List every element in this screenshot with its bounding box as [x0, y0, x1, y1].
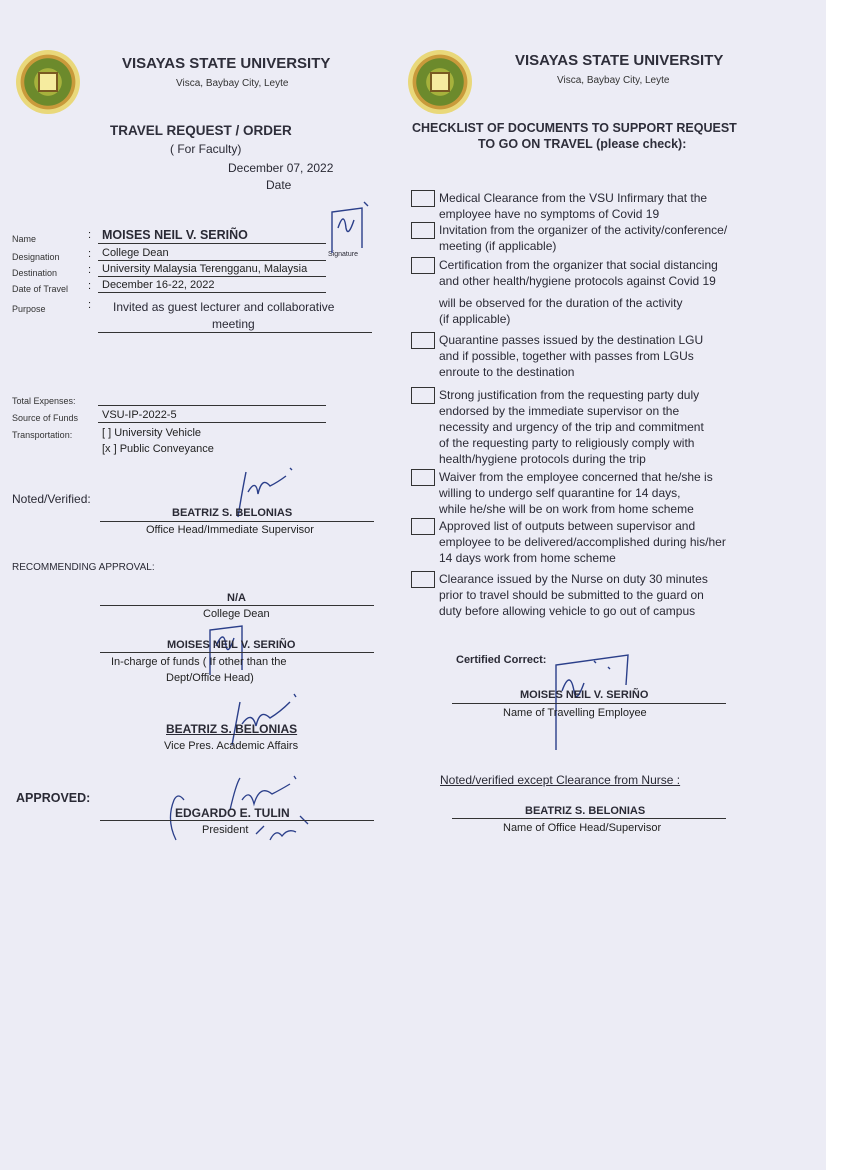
office-head-name: BEATRIZ S. BELONIAS [525, 805, 646, 817]
request-date: December 07, 2022 [228, 161, 334, 175]
name-label: Name [12, 234, 37, 244]
rec-funds-name: MOISES NEIL V. SERIÑO [167, 639, 296, 651]
rec-funds-line [100, 652, 374, 653]
checklist-checkbox[interactable] [411, 222, 435, 239]
transport-university-vehicle: [ ] University Vehicle [102, 427, 202, 439]
checklist-item-text: Clearance issued by the Nurse on duty 30 minutes [439, 572, 708, 586]
checklist-title-2: TO GO ON TRAVEL (please check): [478, 137, 687, 151]
noted-signature-line [100, 521, 374, 522]
checklist-item-text: necessity and urgency of the trip and commitment [439, 420, 704, 434]
noted-name: BEATRIZ S. BELONIAS [172, 507, 293, 519]
form-title: TRAVEL REQUEST / ORDER [110, 123, 292, 138]
checklist-checkbox[interactable] [411, 571, 435, 588]
rec-funds-title-2: Dept/Office Head) [166, 672, 254, 684]
checklist-checkbox[interactable] [411, 387, 435, 404]
purpose-line-2: meeting [212, 317, 255, 331]
destination-label: Destination [12, 268, 58, 278]
checklist-checkbox[interactable] [411, 332, 435, 349]
certified-name: MOISES NEIL V. SERIÑO [520, 689, 649, 701]
checklist-item-text: (if applicable) [439, 312, 511, 326]
checklist-item-text: Quarantine passes issued by the destination LGU [439, 333, 704, 347]
designation-value: College Dean [102, 247, 169, 259]
checklist-checkbox[interactable] [411, 257, 435, 274]
rec-college-dean-title: College Dean [203, 608, 270, 620]
purpose-line-1: Invited as guest lecturer and collaborative [113, 300, 335, 314]
total-expenses-underline [98, 405, 326, 406]
purpose-colon: : [88, 299, 92, 311]
checklist-item-text: endorsed by the immediate supervisor on the [439, 404, 680, 418]
checklist-item-text: Strong justification from the requesting party duly [439, 388, 700, 402]
checklist-item-text: Waiver from the employee concerned that he/she is [439, 470, 713, 484]
source-of-funds-label: Source of Funds [12, 413, 79, 423]
checklist-item-text: of the requesting party to religiously comply with [439, 436, 695, 450]
destination-value: University Malaysia Terengganu, Malaysia [102, 263, 308, 275]
name-value: MOISES NEIL V. SERIÑO [102, 228, 248, 242]
destination-underline [98, 276, 326, 277]
checklist-item-text: Certification from the organizer that social distancing [439, 258, 718, 272]
right-university-address: Visca, Baybay City, Leyte [557, 75, 670, 86]
checklist-item-text: Invitation from the organizer of the activity/conference/ [439, 223, 728, 237]
form-subtitle: ( For Faculty) [170, 142, 242, 156]
certified-title: Name of Travelling Employee [503, 707, 647, 719]
certified-correct-label: Certified Correct: [456, 654, 547, 666]
destination-colon: : [88, 264, 92, 276]
right-university-name: VISAYAS STATE UNIVERSITY [515, 52, 724, 69]
recommending-approval-label: RECOMMENDING APPROVAL: [12, 562, 155, 573]
noted-except-nurse: Noted/verified except Clearance from Nurse : [440, 773, 681, 787]
source-of-funds-underline [98, 422, 326, 423]
transportation-label: Transportation: [12, 430, 73, 440]
checklist-item-text: health/hygiene protocols during the trip [439, 452, 646, 466]
rec-vpaa-name: BEATRIZ S. BELONIAS [166, 722, 298, 736]
checklist-item-text: prior to travel should be submitted to the guard on [439, 588, 704, 602]
checklist-item-text: 14 days work from home scheme [439, 551, 616, 565]
approved-signature-line [100, 820, 374, 821]
purpose-label: Purpose [12, 304, 46, 314]
rec-college-dean-name: N/A [227, 592, 246, 604]
noted-title: Office Head/Immediate Supervisor [146, 524, 314, 536]
designation-label: Designation [12, 252, 60, 262]
checklist-item-text: while he/she will be on work from home scheme [439, 502, 694, 516]
date-of-travel-value: December 16-22, 2022 [102, 279, 215, 291]
name-underline [98, 243, 326, 244]
traveler-signature [324, 198, 374, 258]
approved-label: APPROVED: [16, 791, 91, 805]
checklist-item-text: duty before allowing vehicle to go out of campus [439, 604, 696, 618]
checklist-item-text: will be observed for the duration of the activity [439, 296, 683, 310]
rec-vpaa-title: Vice Pres. Academic Affairs [164, 740, 299, 752]
date-label: Date [266, 178, 292, 192]
university-seal-right [408, 50, 472, 114]
checklist-item-text: and other health/hygiene protocols against Covid 19 [439, 274, 716, 288]
left-university-name: VISAYAS STATE UNIVERSITY [122, 55, 331, 72]
source-of-funds-value: VSU-IP-2022-5 [102, 409, 177, 421]
noted-verified-label: Noted/Verified: [12, 492, 91, 506]
approved-title: President [202, 824, 249, 836]
checklist-item-text: meeting (if applicable) [439, 239, 557, 253]
date-of-travel-underline [98, 292, 326, 293]
certified-signature-line [452, 703, 726, 704]
checklist-title-1: CHECKLIST OF DOCUMENTS TO SUPPORT REQUEST [412, 121, 737, 135]
designation-colon: : [88, 248, 92, 260]
university-seal-left [16, 50, 80, 114]
designation-underline [98, 260, 326, 261]
date-of-travel-label: Date of Travel [12, 284, 69, 294]
checklist-item-text: Medical Clearance from the VSU Infirmary that the [439, 191, 708, 205]
checklist-item-text: enroute to the destination [439, 365, 575, 379]
purpose-underline [98, 332, 372, 333]
checklist-item-text: Approved list of outputs between supervisor and [439, 519, 696, 533]
office-head-line [452, 818, 726, 819]
date-of-travel-colon: : [88, 280, 92, 292]
left-university-address: Visca, Baybay City, Leyte [176, 78, 289, 89]
checklist-item-text: employee have no symptoms of Covid 19 [439, 207, 660, 221]
office-head-title: Name of Office Head/Supervisor [503, 822, 662, 834]
signature-label: Signature [328, 251, 358, 258]
name-colon: : [88, 229, 92, 241]
page-edge [826, 0, 850, 1170]
checklist-checkbox[interactable] [411, 190, 435, 207]
checklist-item-text: willing to undergo self quarantine for 14 days, [439, 486, 681, 500]
checklist-checkbox[interactable] [411, 518, 435, 535]
transport-public-conveyance: [x ] Public Conveyance [102, 443, 214, 455]
total-expenses-label: Total Expenses: [12, 396, 76, 406]
checklist-item-text: and if possible, together with passes from LGUs [439, 349, 694, 363]
approved-name: EDGARDO E. TULIN [175, 806, 290, 820]
checklist-checkbox[interactable] [411, 469, 435, 486]
rec-funds-title-1: In-charge of funds ( If other than the [111, 656, 287, 668]
checklist-item-text: employee to be delivered/accomplished during his/her [439, 535, 726, 549]
